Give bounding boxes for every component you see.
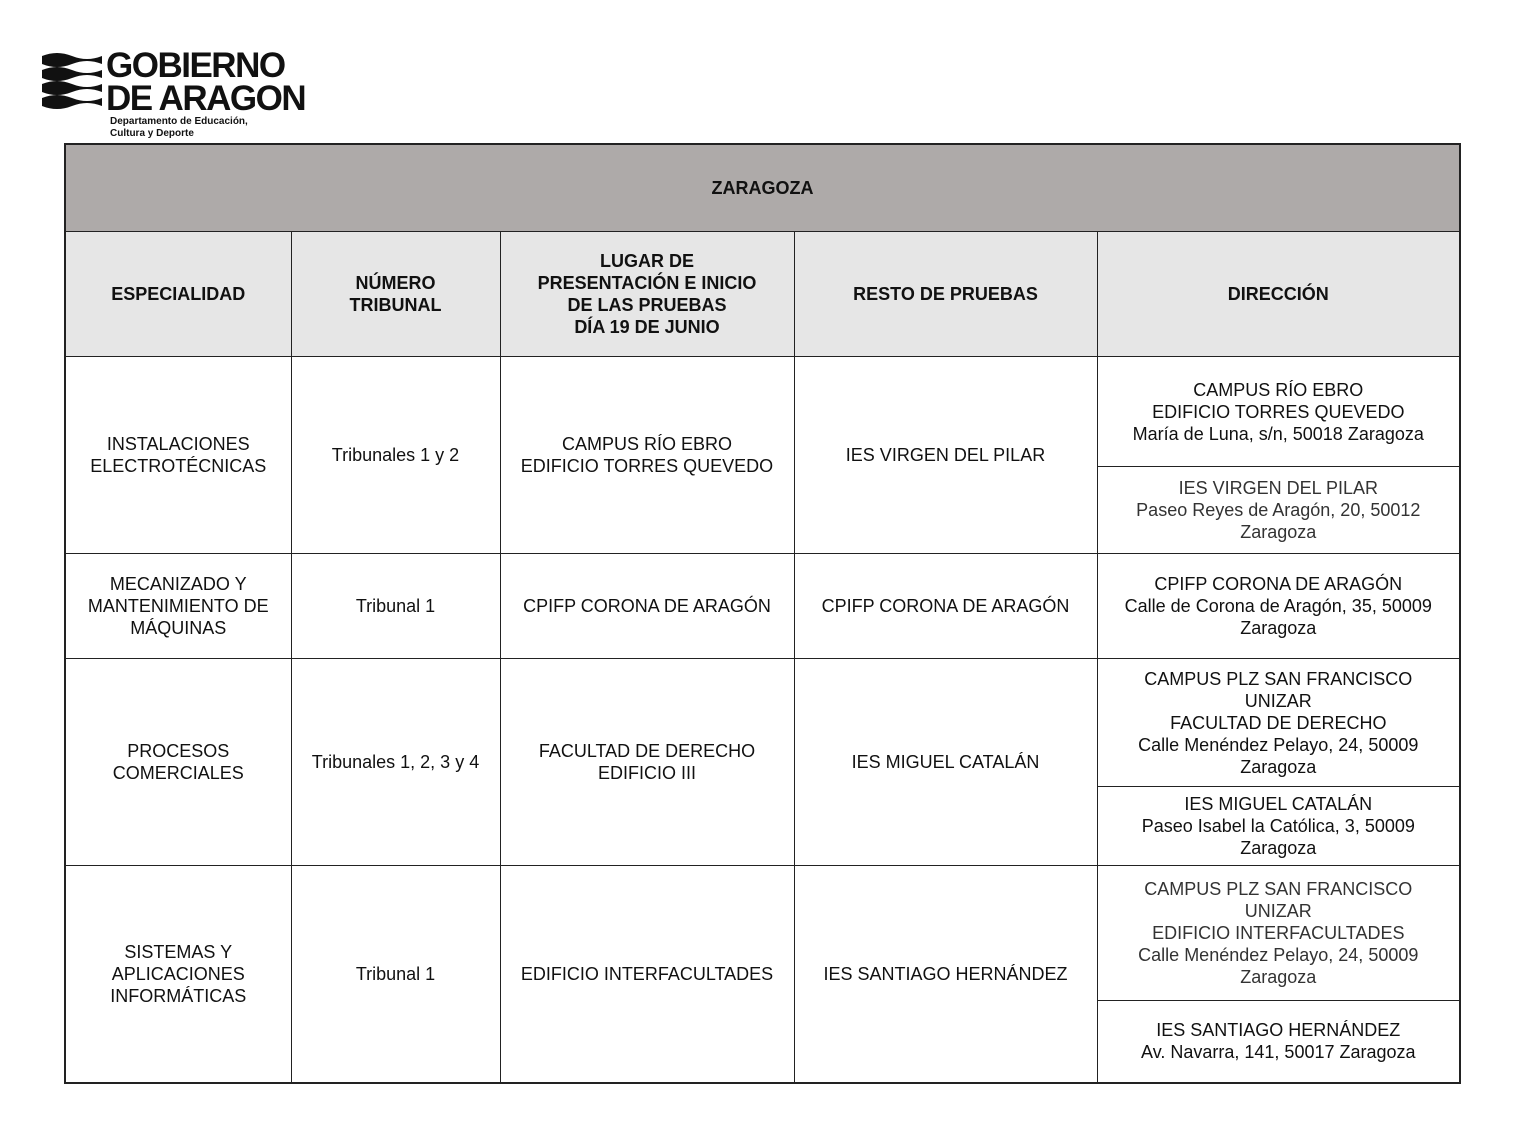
cell-especialidad xyxy=(65,357,291,554)
cell-direccion xyxy=(1097,659,1460,787)
especialidad-line: MANTENIMIENTO DE xyxy=(87,596,269,616)
direccion-line: Zaragoza xyxy=(1240,838,1317,858)
header-lugar-line4: DÍA 19 DE JUNIO xyxy=(574,317,720,337)
direccion-line: Zaragoza xyxy=(1240,522,1317,542)
cell-especialidad xyxy=(65,554,291,659)
cell-resto: IES MIGUEL CATALÁN xyxy=(794,659,1097,866)
lugar-line: CAMPUS RÍO EBRO xyxy=(561,434,733,454)
cell-direccion xyxy=(1097,554,1460,659)
table-row xyxy=(65,357,1460,467)
header-numero-tribunal xyxy=(291,232,500,357)
especialidad-line: COMERCIALES xyxy=(112,763,244,783)
especialidad-line: ELECTROTÉCNICAS xyxy=(90,456,267,476)
especialidad-line: INSTALACIONES xyxy=(106,434,250,454)
direccion-line: EDIFICIO TORRES QUEVEDO xyxy=(1152,401,1405,422)
cell-especialidad xyxy=(65,659,291,866)
header-lugar-line2: PRESENTACIÓN E INICIO xyxy=(537,273,757,293)
direccion-line: CAMPUS PLZ SAN FRANCISCO xyxy=(1144,668,1413,689)
table-row xyxy=(65,866,1460,1001)
direccion-line: Av. Navarra, 141, 50017 Zaragoza xyxy=(1141,1042,1416,1063)
direccion-line: UNIZAR xyxy=(1244,901,1312,921)
table-title: ZARAGOZA xyxy=(65,144,1460,232)
cell-tribunal: Tribunal 1 xyxy=(291,554,500,659)
especialidad-line: MÁQUINAS xyxy=(130,618,227,638)
header-direccion: DIRECCIÓN xyxy=(1097,232,1460,357)
direccion-line: María de Luna, s/n, 50018 Zaragoza xyxy=(1132,423,1424,444)
table-row xyxy=(65,659,1460,787)
direccion-line: UNIZAR xyxy=(1244,690,1312,711)
direccion-line: FACULTAD DE DERECHO xyxy=(1170,712,1387,733)
especialidad-line: PROCESOS xyxy=(127,741,230,761)
cell-lugar xyxy=(500,357,794,554)
especialidad-line: APLICACIONES xyxy=(111,963,245,984)
logo-subtitle-1: Departamento de Educación, xyxy=(110,116,248,127)
lugar-line: EDIFICIO TORRES QUEVEDO xyxy=(520,456,774,476)
especialidad-line: MECANIZADO Y xyxy=(109,574,247,594)
direccion-line: Paseo Reyes de Aragón, 20, 50012 xyxy=(1136,500,1421,520)
logo-line2: DE ARAGON xyxy=(106,79,306,118)
aragon-stripes-icon xyxy=(42,50,102,114)
lugar-line: EDIFICIO III xyxy=(597,763,696,783)
header-lugar xyxy=(500,232,794,357)
direccion-line: Zaragoza xyxy=(1240,618,1317,638)
logo-line1: GOBIERNO xyxy=(106,46,285,85)
cell-resto: IES SANTIAGO HERNÁNDEZ xyxy=(794,866,1097,1083)
direccion-line: Paseo Isabel la Católica, 3, 50009 xyxy=(1141,816,1415,836)
direccion-line: CPIFP CORONA DE ARAGÓN xyxy=(1154,574,1403,594)
lugar-line: FACULTAD DE DERECHO xyxy=(538,741,756,761)
header-numero-line1: NÚMERO xyxy=(355,273,436,293)
header-lugar-line3: DE LAS PRUEBAS xyxy=(567,295,727,315)
cell-tribunal: Tribunales 1 y 2 xyxy=(291,357,500,554)
direccion-line: CAMPUS RÍO EBRO xyxy=(1193,379,1364,400)
direccion-line: IES SANTIAGO HERNÁNDEZ xyxy=(1156,1020,1401,1041)
direccion-line: Zaragoza xyxy=(1240,756,1317,777)
header-especialidad: ESPECIALIDAD xyxy=(65,232,291,357)
cell-especialidad xyxy=(65,866,291,1083)
cell-resto: CPIFP CORONA DE ARAGÓN xyxy=(794,554,1097,659)
table-row xyxy=(65,554,1460,659)
gobierno-de-aragon-logo xyxy=(42,46,312,142)
cell-direccion xyxy=(1097,1001,1460,1083)
header-numero-line2: TRIBUNAL xyxy=(349,295,442,315)
direccion-line: Calle Menéndez Pelayo, 24, 50009 xyxy=(1138,734,1419,755)
cell-lugar: CPIFP CORONA DE ARAGÓN xyxy=(500,554,794,659)
direccion-line: Calle de Corona de Aragón, 35, 50009 xyxy=(1124,596,1432,616)
cell-direccion xyxy=(1097,866,1460,1001)
direccion-line: CAMPUS PLZ SAN FRANCISCO xyxy=(1144,879,1413,899)
cell-resto: IES VIRGEN DEL PILAR xyxy=(794,357,1097,554)
especialidad-line: SISTEMAS Y xyxy=(124,941,233,962)
header-resto-pruebas: RESTO DE PRUEBAS xyxy=(794,232,1097,357)
tribunales-table xyxy=(64,143,1461,1084)
cell-direccion xyxy=(1097,467,1460,554)
direccion-line: Zaragoza xyxy=(1240,967,1317,987)
cell-tribunal: Tribunales 1, 2, 3 y 4 xyxy=(291,659,500,866)
especialidad-line: INFORMÁTICAS xyxy=(110,985,247,1006)
direccion-line: EDIFICIO INTERFACULTADES xyxy=(1152,923,1405,943)
cell-lugar: EDIFICIO INTERFACULTADES xyxy=(500,866,794,1083)
direccion-line: Calle Menéndez Pelayo, 24, 50009 xyxy=(1138,945,1419,965)
cell-lugar xyxy=(500,659,794,866)
header-lugar-line1: LUGAR DE xyxy=(600,251,694,271)
direccion-line: IES VIRGEN DEL PILAR xyxy=(1178,478,1378,498)
cell-tribunal: Tribunal 1 xyxy=(291,866,500,1083)
cell-direccion xyxy=(1097,787,1460,866)
direccion-line: IES MIGUEL CATALÁN xyxy=(1184,794,1373,814)
logo-subtitle-2: Cultura y Deporte xyxy=(110,128,194,139)
cell-direccion xyxy=(1097,357,1460,467)
